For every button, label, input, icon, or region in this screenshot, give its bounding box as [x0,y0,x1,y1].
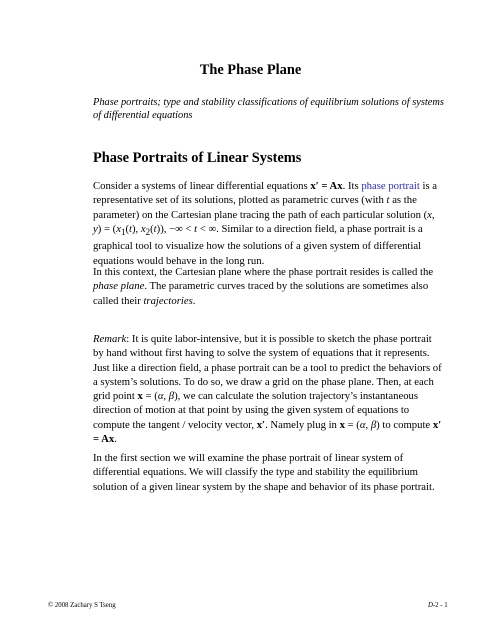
math-variable: x [140,222,146,235]
math-vector: x [339,418,345,431]
text-run: Consider a systems of linear differential equations [93,180,311,192]
math-vector: x [137,390,143,403]
equation-system: x′ = Ax [310,180,343,192]
text-run: . [114,433,117,446]
text-run: . [192,294,196,307]
text-run: < ∞. Similar to a direction field, a phase portrait is a graphical tool to visualize how the solutions of a given system of differential equations would behave in the long run. [93,222,423,267]
text-run: . Namely plug in [265,418,340,431]
page-title: The Phase Plane [199,62,302,78]
paragraph-phase-portrait-definition [93,179,445,268]
remark-label: Remark [93,333,127,345]
math-subscript: 1 [121,227,126,238]
text-run: ( [150,222,154,235]
text-run: ), we can calculate the solution trajectory’s instantaneous direction of motion at that point by using the given system of equations to compute the tangent / velocity vector, [93,390,419,431]
text-run: . Its [342,180,362,192]
text-run: In this context, the Cartesian plane where the phase portrait resides is called the [93,266,434,278]
paragraph-first-section-intro: In the first section we will examine the phase portrait of linear system of differential equations. We will classify the type and stability the equilibrium solution of a given linear system by the shape and behavior of its phase portrait. [93,452,435,493]
equation-system: x′ = Ax [93,418,442,446]
text-run: : It is quite labor-intensive, but it is possible to sketch the phase portrait by hand without first having to solve the system of equations that it represents. Just like a direction field, a phase portrait can be a tool to predict the behaviors of a system’s solutions. To do so, we draw a grid on the phase plane. Then, at each grid point [93,333,442,403]
text-run: ) to compute [376,418,433,431]
text-run: ), [132,222,141,235]
term-trajectories: trajectories [143,294,193,307]
section-heading: Phase Portraits of Linear Systems [93,150,302,166]
math-variable: x, y [93,208,435,235]
text-run: = ( [344,418,360,431]
math-variable: t [129,222,132,235]
text-run: ( [125,222,130,235]
math-variable: α, β [157,390,175,403]
text-run: is a representative set of its solutions, plotted as parametric curves (with [93,180,438,207]
term-phase-plane: phase plane [93,280,145,293]
footer-page-number [428,602,448,610]
math-variable: α, β [359,418,377,431]
phase-portrait-link[interactable]: phase portrait [361,180,420,192]
page-label-letter: D [428,602,433,609]
footer-copyright: © 2008 Zachary S Tseng [48,602,116,609]
text-run: ) = ( [97,222,117,235]
text-run: )), −∞ < [156,222,195,235]
math-vector: x′ [256,418,266,431]
page-subtitle: Phase portraits; type and stability classifications of equilibrium solutions of systems of differential equations [93,97,444,121]
math-variable: t [386,194,390,207]
math-variable: t [194,222,198,235]
text-run: . The parametric curves traced by the solutions are sometimes also called their [93,280,429,307]
math-variable: x [116,222,121,235]
text-run: as the parameter) on the Cartesian plane tracing the path of each particular solution ( [93,194,428,221]
text-run: = ( [142,390,158,403]
math-variable: t [153,222,157,235]
math-subscript: 2 [145,227,151,238]
paragraph-phase-plane-definition [93,265,445,308]
paragraph-remark [93,332,445,446]
page-label-number: -2 - 1 [432,602,448,609]
